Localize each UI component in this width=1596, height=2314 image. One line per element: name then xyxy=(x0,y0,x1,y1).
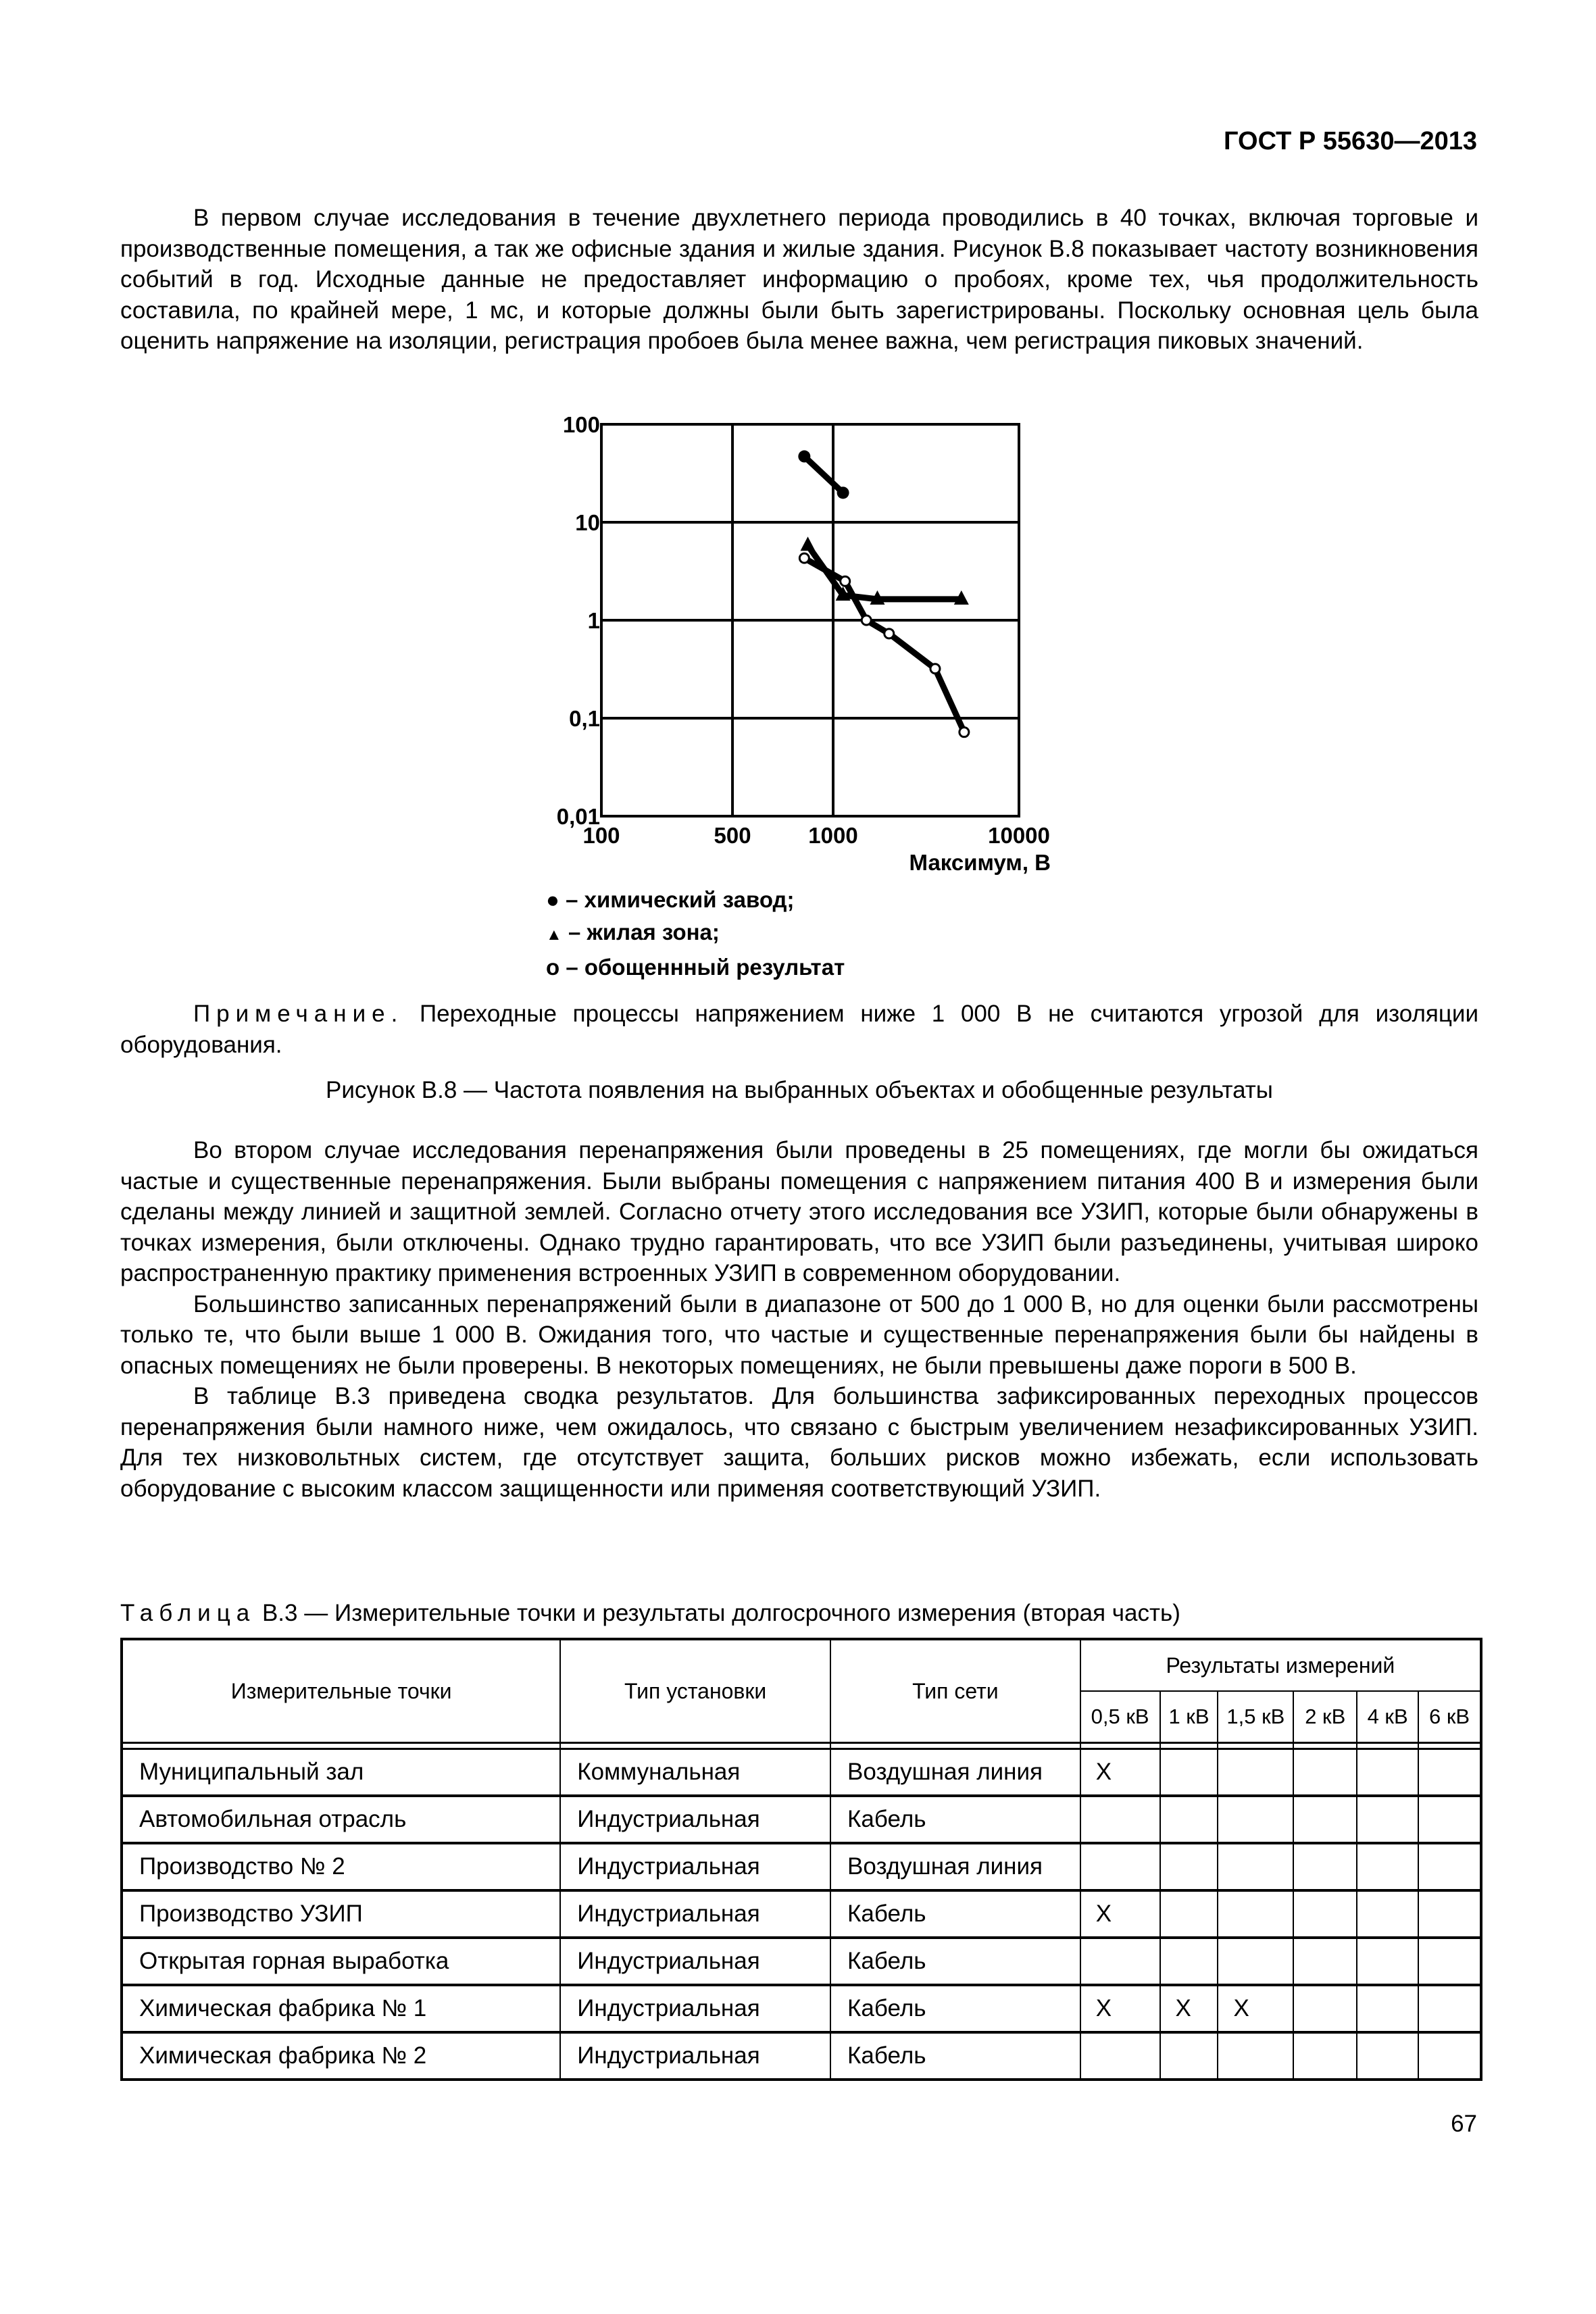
cell-result: X xyxy=(1160,1985,1218,2032)
data-point-open-circle xyxy=(841,576,850,586)
legend-label: – жилая зона; xyxy=(568,920,720,945)
cell-result: X xyxy=(1218,1985,1293,2032)
cell-result xyxy=(1160,1843,1218,1890)
data-point-open-circle xyxy=(930,664,940,674)
cell-installation: Коммунальная xyxy=(560,1749,830,1796)
page-number: 67 xyxy=(1451,2111,1477,2137)
cell-point: Муниципальный зал xyxy=(122,1749,560,1796)
table-row xyxy=(122,1796,1481,1843)
y-tick-label: 1 xyxy=(587,608,600,633)
cell-network: Кабель xyxy=(830,2032,1080,2080)
table-caption-text: В.3 — Измерительные точки и результаты долгосрочного измерения (вторая часть) xyxy=(255,1600,1180,1626)
table-row xyxy=(122,1985,1481,2032)
cell-result xyxy=(1293,2032,1357,2080)
cell-result xyxy=(1218,1843,1293,1890)
cell-result xyxy=(1218,1749,1293,1796)
cell-installation: Индустриальная xyxy=(560,1843,830,1890)
data-point-triangle xyxy=(801,536,816,551)
cell-installation: Индустриальная xyxy=(560,1985,830,2032)
cell-result xyxy=(1160,1749,1218,1796)
cell-result: X xyxy=(1080,1749,1160,1796)
table-row xyxy=(122,1938,1481,1985)
filled-triangle-icon: ▲ xyxy=(546,926,562,944)
x-tick-label: 100 xyxy=(582,823,620,848)
series-line-1 xyxy=(804,457,843,493)
cell-result xyxy=(1357,1985,1418,2032)
cell-result xyxy=(1357,1843,1418,1890)
x-axis-label: Максимум, В xyxy=(909,850,1051,875)
cell-result: X xyxy=(1080,1890,1160,1938)
data-point-filled-circle xyxy=(798,451,810,463)
cell-installation: Индустриальная xyxy=(560,1890,830,1938)
cell-point: Открытая горная выработка xyxy=(122,1938,560,1985)
header-network-type: Тип сети xyxy=(830,1639,1080,1743)
frequency-chart xyxy=(0,0,1596,892)
cell-point: Автомобильная отрасль xyxy=(122,1796,560,1843)
cell-network: Кабель xyxy=(830,1985,1080,2032)
subheader-voltage: 6 кВ xyxy=(1418,1691,1481,1743)
table-row xyxy=(122,1749,1481,1796)
subheader-voltage: 2 кВ xyxy=(1293,1691,1357,1743)
cell-point: Производство УЗИП xyxy=(122,1890,560,1938)
table-row xyxy=(122,1890,1481,1938)
subheader-voltage: 1 кВ xyxy=(1160,1691,1218,1743)
cell-result xyxy=(1293,1985,1357,2032)
data-point-open-circle xyxy=(799,553,809,563)
measurement-results-table xyxy=(120,1638,1482,2081)
paragraph: В первом случае исследования в течение двухлетнего периода проводились в 40 точках, включая торговые и производственные помещения, а так же офисные здания и жилые здания. Рисунок В.8 показывает частоту возникновения событий в год. Исходные данные не предоставляет информацию о пробоях, кроме тех, чья продолжительность составила, по крайней мере, 1 мс, и которые должны были быть зарегистрированы. Поскольку основная цель была оценить напряжение на изоляции, регистрация пробоев была менее важна, чем регистрация пиковых значений. xyxy=(120,205,1478,354)
cell-result xyxy=(1218,1890,1293,1938)
cell-result xyxy=(1160,1890,1218,1938)
legend-item-aggregate xyxy=(546,951,845,984)
cell-result xyxy=(1418,1890,1481,1938)
cell-result xyxy=(1160,2032,1218,2080)
y-tick-label: 0,1 xyxy=(569,706,600,731)
cell-result xyxy=(1080,1796,1160,1843)
cell-result: X xyxy=(1080,1985,1160,2032)
data-point-open-circle xyxy=(959,728,969,737)
series-line-3 xyxy=(804,558,964,732)
cell-result xyxy=(1418,1796,1481,1843)
data-point-open-circle xyxy=(884,629,894,638)
y-tick-label: 0,01 xyxy=(556,804,600,829)
cell-result xyxy=(1293,1843,1357,1890)
subheader-voltage: 0,5 кВ xyxy=(1080,1691,1160,1743)
cell-result xyxy=(1357,1749,1418,1796)
note-label: Примечание. xyxy=(193,1001,404,1027)
subheader-voltage: 4 кВ xyxy=(1357,1691,1418,1743)
cell-result xyxy=(1357,1938,1418,1985)
body-paragraphs xyxy=(120,1135,1478,1504)
cell-result xyxy=(1418,2032,1481,2080)
cell-network: Кабель xyxy=(830,1938,1080,1985)
cell-result xyxy=(1218,2032,1293,2080)
paragraph: Большинство записанных перенапряжений были в диапазоне от 500 до 1 000 В, но для оценки были рассмотрены только те, что были выше 1 000 В. Ожидания того, что частые и существенные перенапряжения были бы найдены в опасных помещениях не были проверены. В некоторых помещениях, не были превышены даже пороги в 500 В. xyxy=(120,1290,1478,1379)
cell-point: Химическая фабрика № 2 xyxy=(122,2032,560,2080)
cell-result xyxy=(1293,1796,1357,1843)
cell-network: Кабель xyxy=(830,1890,1080,1938)
cell-installation: Индустриальная xyxy=(560,1938,830,1985)
legend-item-residential xyxy=(546,916,845,951)
cell-result xyxy=(1293,1890,1357,1938)
y-tick-label: 10 xyxy=(575,510,600,535)
cell-result xyxy=(1293,1938,1357,1985)
cell-result xyxy=(1418,1985,1481,2032)
cell-point: Химическая фабрика № 1 xyxy=(122,1985,560,2032)
note-text: Переходные процессы напряжением ниже 1 000 В не считаются угрозой для изоляции оборудования. xyxy=(120,1001,1478,1058)
figure-note xyxy=(120,999,1478,1060)
legend-item-chemical-plant xyxy=(546,884,845,916)
header-measurement-points: Измерительные точки xyxy=(122,1639,560,1743)
document-id-header: ГОСТ Р 55630—2013 xyxy=(1224,127,1477,155)
open-circle-icon: о xyxy=(546,955,560,980)
cell-result xyxy=(1080,2032,1160,2080)
subheader-voltage: 1,5 кВ xyxy=(1218,1691,1293,1743)
paragraph: Во втором случае исследования перенапряжения были проведены в 25 помещениях, где могли бы ожидаться частые и существенные перенапряжения. Были выбраны помещения с напряжением питания 400 В и измерения были сделаны между линией и защитной землей. Согласно отчету этого исследования все УЗИП, которые были обнаружены в точках измерения, были отключены. Однако трудно гарантировать, что все УЗИП были разъединены, учитывая широко распространенную практику применения встроенных УЗИП в современном оборудовании. xyxy=(120,1137,1478,1286)
cell-network: Воздушная линия xyxy=(830,1843,1080,1890)
chart-legend xyxy=(546,884,845,984)
cell-point: Производство № 2 xyxy=(122,1843,560,1890)
table-caption-label: Таблица xyxy=(120,1600,256,1626)
cell-network: Кабель xyxy=(830,1796,1080,1843)
data-point-open-circle xyxy=(862,615,871,625)
table-row xyxy=(122,1843,1481,1890)
table-caption xyxy=(120,1600,1180,1627)
table-row xyxy=(122,2032,1481,2080)
header-installation-type: Тип установки xyxy=(560,1639,830,1743)
filled-circle-icon: ● xyxy=(546,887,559,912)
x-tick-label: 1000 xyxy=(808,823,858,848)
cell-result xyxy=(1293,1749,1357,1796)
header-results: Результаты измерений xyxy=(1080,1639,1481,1691)
cell-result xyxy=(1160,1938,1218,1985)
figure-caption: Рисунок В.8 — Частота появления на выбранных объектах и обобщенные результаты xyxy=(326,1077,1273,1103)
legend-label: – химический завод; xyxy=(566,887,795,912)
cell-result xyxy=(1357,2032,1418,2080)
cell-result xyxy=(1080,1843,1160,1890)
x-tick-label: 500 xyxy=(714,823,751,848)
cell-result xyxy=(1357,1890,1418,1938)
y-tick-label: 100 xyxy=(562,412,600,437)
cell-result xyxy=(1418,1938,1481,1985)
cell-installation: Индустриальная xyxy=(560,1796,830,1843)
cell-result xyxy=(1160,1796,1218,1843)
legend-label: – обощеннный результат xyxy=(566,955,845,980)
cell-result xyxy=(1418,1749,1481,1796)
cell-result xyxy=(1418,1843,1481,1890)
x-tick-label: 10000 xyxy=(988,823,1050,848)
cell-result xyxy=(1218,1796,1293,1843)
cell-result xyxy=(1080,1938,1160,1985)
cell-result xyxy=(1218,1938,1293,1985)
paragraph: В таблице В.3 приведена сводка результатов. Для большинства зафиксированных переходных процессов перенапряжения были намного ниже, чем ожидалось, что связано с быстрым увеличением незафиксированных УЗИП. Для тех низковольтных систем, где отсутствует защита, больших рисков можно избежать, если использовать оборудование с высоким классом защищенности или применяя соответствующий УЗИП. xyxy=(120,1383,1478,1502)
cell-result xyxy=(1357,1796,1418,1843)
cell-network: Воздушная линия xyxy=(830,1749,1080,1796)
cell-installation: Индустриальная xyxy=(560,2032,830,2080)
data-point-filled-circle xyxy=(837,486,849,499)
